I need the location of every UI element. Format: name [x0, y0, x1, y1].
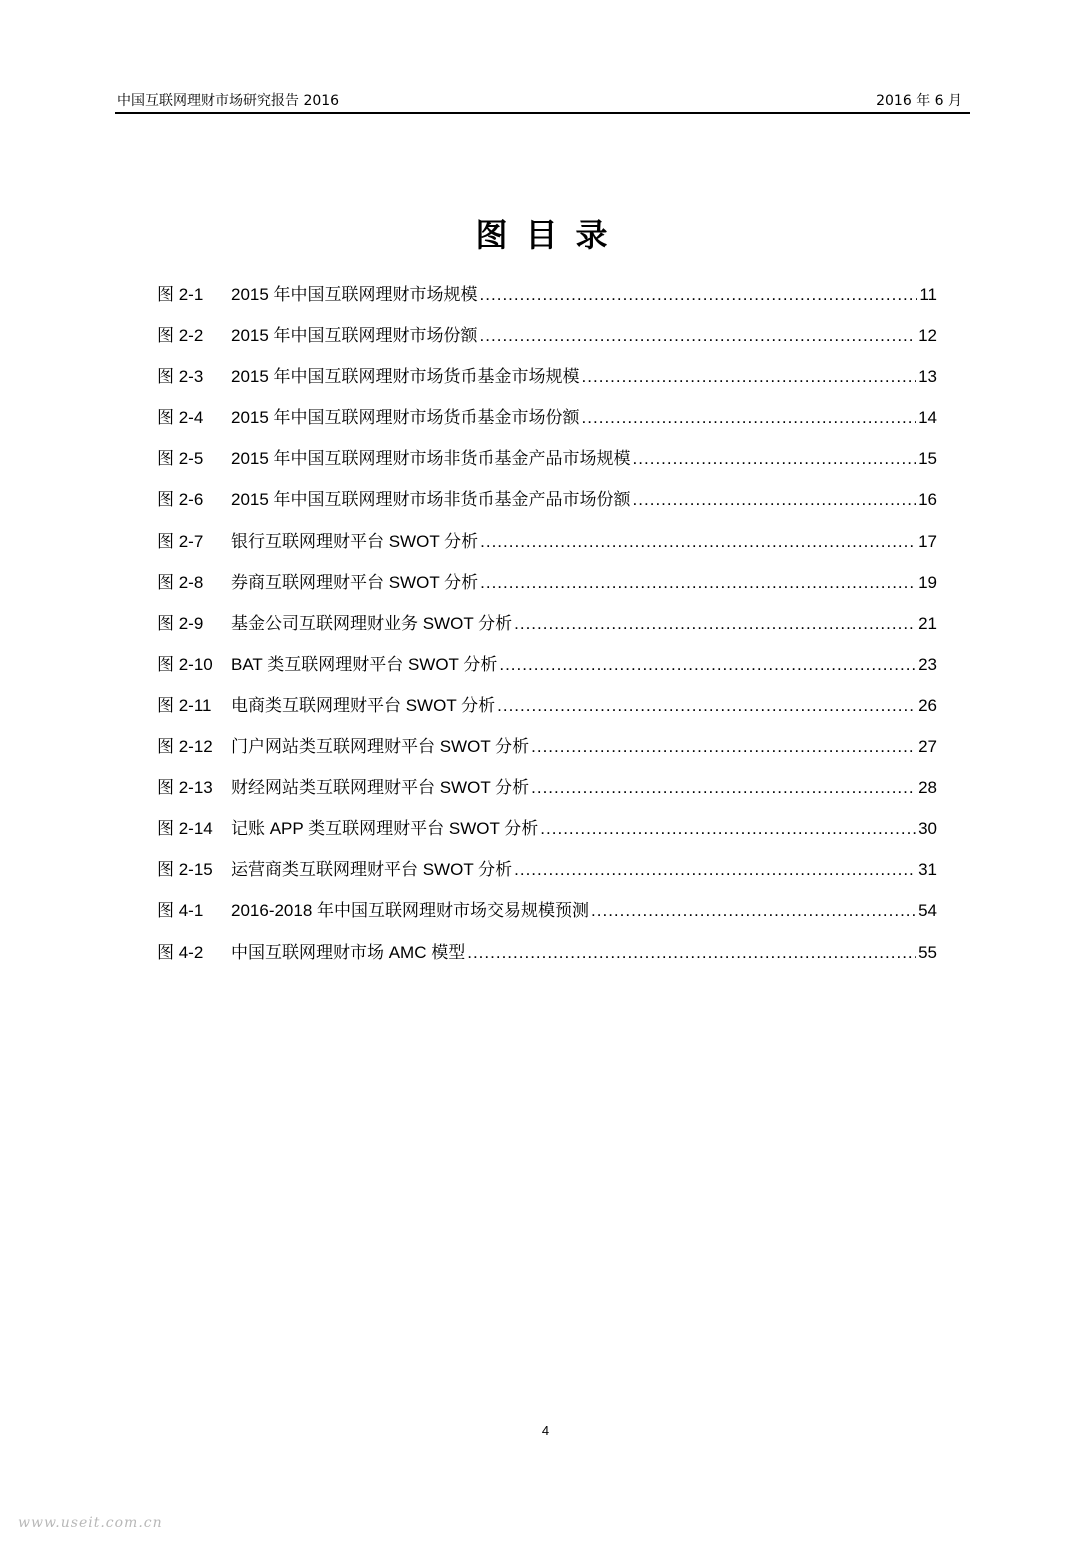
toc-entry[interactable]	[157, 406, 937, 447]
toc-entry-figure-number: 图 2-8	[157, 572, 204, 592]
page-header	[115, 88, 970, 114]
toc-entry-title: 券商互联网理财平台 SWOT 分析	[231, 572, 479, 592]
watermark: www.useit.com.cn	[18, 1515, 163, 1531]
toc-entry-figure-number: 图 2-5	[157, 449, 204, 469]
toc-entry-title: 电商类互联网理财平台 SWOT 分析	[231, 695, 496, 715]
toc-entry-figure-number: 图 2-11	[157, 695, 212, 715]
toc-entry-figure-number: 图 4-2	[157, 942, 204, 962]
toc-entry-title: 2015 年中国互联网理财市场非货币基金产品市场规模	[231, 449, 631, 469]
toc-entry-leader-dots	[582, 365, 917, 389]
toc-entry-page-number: 27	[918, 737, 937, 757]
toc-entry-figure-number: 图 2-3	[157, 367, 204, 387]
toc-entry-leader-dots	[633, 447, 917, 471]
toc-entry-title: 中国互联网理财市场 AMC 模型	[231, 942, 466, 962]
toc-entry-leader-dots	[540, 817, 916, 841]
toc-entry-page-number: 13	[918, 367, 937, 387]
toc-entry[interactable]	[157, 653, 937, 694]
toc-entry-page-number: 21	[918, 613, 937, 633]
toc-entry-leader-dots	[467, 941, 916, 965]
toc-entry-page-number: 17	[918, 531, 937, 551]
toc-entry-page-number: 26	[918, 695, 937, 715]
toc-entry-page-number: 30	[918, 819, 937, 839]
toc-entry[interactable]	[157, 488, 937, 529]
header-report-title: 中国互联网理财市场研究报告 2016	[117, 93, 340, 109]
toc-entry-figure-number: 图 2-4	[157, 408, 204, 428]
figure-list	[157, 283, 937, 982]
toc-entry-title: 记账 APP 类互联网理财平台 SWOT 分析	[231, 819, 539, 839]
toc-entry-leader-dots	[480, 571, 916, 595]
toc-entry-title: 运营商类互联网理财平台 SWOT 分析	[231, 860, 513, 880]
toc-entry-figure-number: 图 2-1	[157, 285, 204, 304]
toc-entry[interactable]	[157, 365, 937, 406]
toc-entry-page-number: 19	[918, 572, 937, 592]
toc-entry-leader-dots	[480, 530, 916, 554]
toc-entry-leader-dots	[582, 406, 917, 430]
toc-entry-title: BAT 类互联网理财平台 SWOT 分析	[231, 654, 498, 674]
toc-entry-title: 2016-2018 年中国互联网理财市场交易规模预测	[231, 901, 590, 921]
toc-entry-title: 门户网站类互联网理财平台 SWOT 分析	[231, 737, 530, 757]
toc-entry-page-number: 12	[918, 326, 937, 346]
toc-entry-page-number: 16	[918, 490, 937, 510]
toc-entry-title: 2015 年中国互联网理财市场货币基金市场份额	[231, 408, 580, 428]
toc-entry-page-number: 31	[918, 860, 937, 880]
toc-entry[interactable]	[157, 530, 937, 571]
toc-entry-leader-dots	[591, 899, 916, 923]
toc-entry[interactable]	[157, 612, 937, 653]
toc-entry-page-number: 14	[918, 408, 937, 428]
toc-entry-figure-number: 图 2-2	[157, 326, 204, 346]
toc-entry-title: 2015 年中国互联网理财市场非货币基金产品市场份额	[231, 490, 631, 510]
toc-entry-title: 基金公司互联网理财业务 SWOT 分析	[231, 613, 513, 633]
toc-entry[interactable]	[157, 571, 937, 612]
page-title: 图目录	[475, 216, 626, 254]
toc-entry[interactable]	[157, 694, 937, 735]
toc-entry-figure-number: 图 4-1	[157, 901, 204, 921]
page-number: 4	[541, 1423, 550, 1438]
toc-entry-leader-dots	[499, 653, 916, 677]
toc-entry-figure-number: 图 2-9	[157, 613, 204, 633]
toc-entry-leader-dots	[514, 612, 916, 636]
toc-entry[interactable]	[157, 447, 937, 488]
toc-entry-page-number: 28	[918, 778, 937, 798]
toc-entry-figure-number: 图 2-15	[157, 860, 213, 880]
toc-entry-leader-dots	[531, 735, 916, 759]
toc-entry-figure-number: 图 2-7	[157, 531, 204, 551]
toc-entry[interactable]	[157, 283, 937, 324]
toc-entry-page-number: 23	[918, 654, 937, 674]
toc-entry-figure-number: 图 2-6	[157, 490, 204, 510]
toc-entry[interactable]	[157, 858, 937, 899]
toc-entry-title: 银行互联网理财平台 SWOT 分析	[231, 531, 479, 551]
toc-entry-leader-dots	[480, 283, 918, 307]
toc-entry-figure-number: 图 2-13	[157, 778, 213, 798]
header-date: 2016 年 6 月	[876, 93, 962, 109]
toc-entry-page-number: 55	[918, 942, 937, 962]
toc-entry-figure-number: 图 2-10	[157, 654, 213, 674]
toc-entry[interactable]	[157, 324, 937, 365]
toc-entry-figure-number: 图 2-14	[157, 819, 213, 839]
toc-entry-page-number: 54	[918, 901, 937, 921]
toc-entry[interactable]	[157, 899, 937, 940]
toc-entry-title: 2015 年中国互联网理财市场货币基金市场规模	[231, 367, 580, 387]
toc-entry-leader-dots	[497, 694, 916, 718]
toc-entry[interactable]	[157, 776, 937, 817]
toc-entry-leader-dots	[531, 776, 916, 800]
toc-entry-page-number: 15	[918, 449, 937, 469]
toc-entry-figure-number: 图 2-12	[157, 737, 213, 757]
toc-entry-leader-dots	[480, 324, 917, 348]
toc-entry-title: 2015 年中国互联网理财市场份额	[231, 326, 478, 346]
toc-entry[interactable]	[157, 817, 937, 858]
toc-entry-page-number: 11	[919, 285, 937, 304]
toc-entry[interactable]	[157, 941, 937, 982]
toc-entry-leader-dots	[633, 488, 917, 512]
toc-entry-title: 财经网站类互联网理财平台 SWOT 分析	[231, 778, 530, 798]
toc-entry-leader-dots	[514, 858, 916, 882]
toc-entry[interactable]	[157, 735, 937, 776]
toc-entry-title: 2015 年中国互联网理财市场规模	[231, 285, 478, 304]
